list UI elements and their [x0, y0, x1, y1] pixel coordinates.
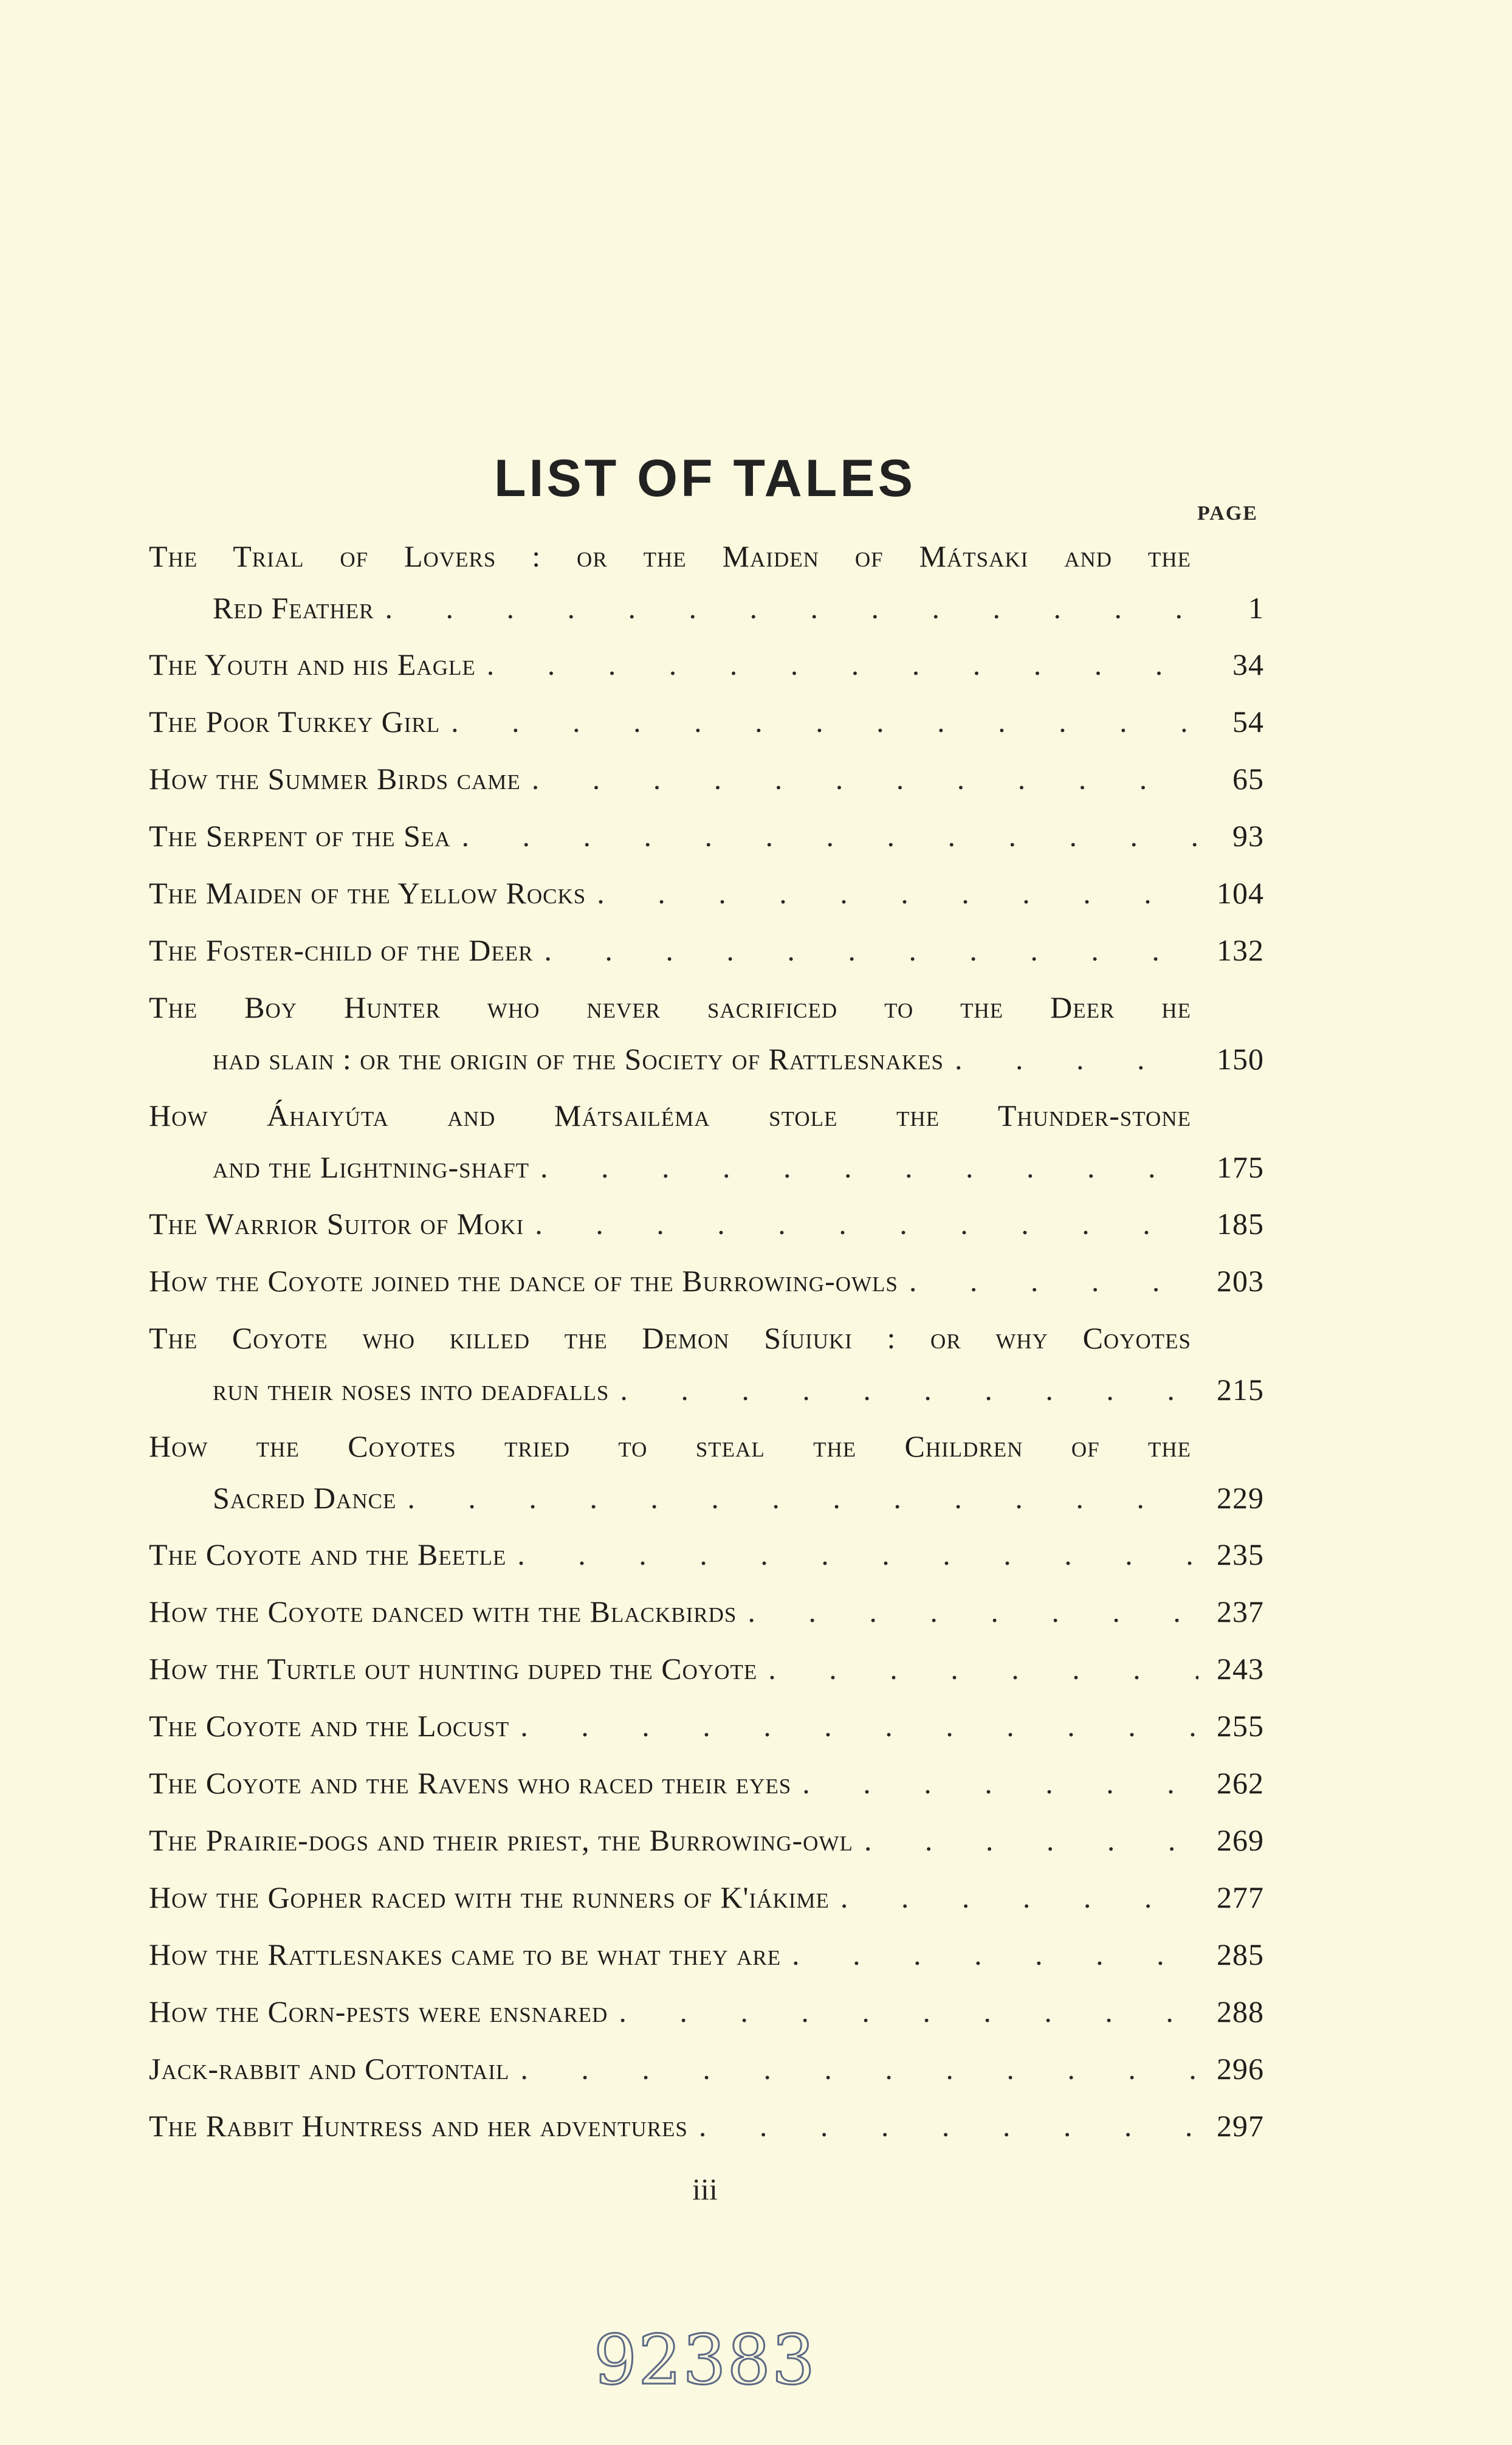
table-of-contents — [149, 530, 1264, 2157]
toc-entry-page-number: 297 — [1217, 2109, 1264, 2143]
toc-entry-line — [149, 753, 1264, 805]
toc-entry-line — [149, 1312, 1264, 1364]
toc-entry — [149, 1089, 1264, 1193]
page-title: LIST OF TALES — [493, 449, 916, 508]
toc-entry-title: How the Coyotes tried to steal the Children of the — [149, 1429, 1191, 1463]
toc-entry-page-number: 296 — [1217, 2052, 1264, 2086]
toc-entry-title: How the Summer Birds came — [149, 762, 521, 796]
toc-entry — [149, 753, 1264, 805]
toc-entry-page-number: 54 — [1232, 705, 1264, 739]
toc-entry-title: The Serpent of the Sea — [149, 819, 451, 853]
toc-entry-page-number: 132 — [1217, 933, 1264, 967]
toc-entry-continuation-line — [149, 1033, 1264, 1085]
dot-leader — [802, 1757, 1198, 1809]
toc-entry-line — [149, 1585, 1264, 1638]
toc-entry — [149, 1255, 1264, 1307]
toc-entry — [149, 530, 1264, 633]
toc-entry-page-number: 175 — [1217, 1150, 1264, 1184]
dot-leader — [620, 1364, 1198, 1415]
toc-entry-line — [149, 530, 1264, 582]
toc-entry-line — [149, 1928, 1264, 1981]
toc-entry-line — [149, 867, 1264, 919]
toc-entry — [149, 867, 1264, 919]
toc-entry-title: The Trial of Lovers : or the Maiden of Mátsaki and the — [149, 539, 1191, 573]
toc-entry-title: How the Coyote joined the dance of the Burrowing-owls — [149, 1264, 898, 1298]
toc-entry-title: The Poor Turkey Girl — [149, 705, 441, 739]
dot-leader — [385, 582, 1198, 633]
toc-entry-page-number: 185 — [1217, 1207, 1264, 1241]
toc-entry-title-continuation: Red Feather — [213, 591, 374, 625]
dot-leader — [532, 753, 1198, 805]
dot-leader — [747, 1585, 1198, 1638]
dot-leader — [955, 1033, 1198, 1085]
toc-entry-page-number: 1 — [1248, 591, 1264, 625]
toc-entry-title-continuation: Sacred Dance — [213, 1481, 397, 1515]
toc-entry-title: The Foster-child of the Deer — [149, 933, 534, 967]
toc-entry — [149, 1700, 1264, 1752]
toc-entry-line — [149, 1420, 1264, 1472]
toc-entry-line — [149, 1871, 1264, 1923]
toc-entry-title: How the Coyote danced with the Blackbirds — [149, 1595, 737, 1629]
dot-leader — [544, 924, 1198, 976]
toc-entry — [149, 1312, 1264, 1415]
toc-entry-page-number: 235 — [1217, 1537, 1264, 1571]
dot-leader — [461, 810, 1198, 862]
dot-leader — [768, 1643, 1198, 1695]
toc-entry-continuation-line — [149, 1364, 1264, 1415]
toc-entry — [149, 2043, 1264, 2095]
page-folio: iii — [692, 2172, 718, 2206]
toc-entry — [149, 638, 1264, 691]
toc-entry-page-number: 65 — [1232, 762, 1264, 796]
toc-entry — [149, 2100, 1264, 2152]
toc-entry — [149, 1528, 1264, 1581]
toc-entry — [149, 1928, 1264, 1981]
toc-entry-title-continuation: and the Lightning-shaft — [213, 1150, 529, 1184]
dot-leader — [520, 1700, 1198, 1752]
toc-entry-continuation-line — [149, 1142, 1264, 1193]
toc-entry-line — [149, 695, 1264, 748]
toc-entry-line — [149, 2043, 1264, 2095]
toc-entry-page-number: 269 — [1217, 1823, 1264, 1857]
toc-entry-title: How the Gopher raced with the runners of K'iákime — [149, 1880, 830, 1914]
toc-entry-page-number: 34 — [1232, 647, 1264, 681]
toc-entry-title: The Rabbit Huntress and her adventures — [149, 2109, 688, 2143]
dot-leader — [840, 1871, 1198, 1923]
toc-entry — [149, 981, 1264, 1085]
toc-entry-continuation-line — [149, 582, 1264, 633]
toc-entry — [149, 1643, 1264, 1695]
toc-entry — [149, 924, 1264, 976]
toc-entry-title: The Boy Hunter who never sacrificed to the Deer he — [149, 990, 1191, 1024]
toc-entry-line — [149, 1255, 1264, 1307]
toc-entry — [149, 1985, 1264, 2038]
toc-entry-page-number: 255 — [1217, 1709, 1264, 1743]
library-stamp-number: 92383 — [593, 2321, 817, 2400]
toc-entry-page-number: 104 — [1217, 876, 1264, 910]
toc-entry-line — [149, 1643, 1264, 1695]
dot-leader — [535, 1198, 1198, 1250]
toc-entry-line — [149, 1814, 1264, 1866]
dot-leader — [540, 1142, 1198, 1193]
dot-leader — [864, 1814, 1198, 1866]
toc-entry-page-number: 203 — [1217, 1264, 1264, 1298]
dot-leader — [699, 2100, 1198, 2152]
toc-entry-title: The Maiden of the Yellow Rocks — [149, 876, 586, 910]
dot-leader — [792, 1928, 1198, 1981]
toc-entry-title: The Coyote who killed the Demon Síuiuki : or why Coyotes — [149, 1321, 1191, 1355]
toc-entry-title: How Áhaiyúta and Mátsailéma stole the Thunder-stone — [149, 1098, 1191, 1133]
toc-entry — [149, 1585, 1264, 1638]
toc-entry-title-continuation: run their noses into deadfalls — [213, 1373, 610, 1407]
toc-entry-page-number: 93 — [1232, 819, 1264, 853]
toc-entry-line — [149, 1089, 1264, 1142]
page-column-header: PAGE — [1197, 502, 1258, 525]
toc-entry-title: How the Corn-pests were ensnared — [149, 1995, 608, 2029]
toc-entry-page-number: 237 — [1217, 1595, 1264, 1629]
toc-entry-title: Jack-rabbit and Cottontail — [149, 2052, 510, 2086]
toc-entry-title: The Coyote and the Ravens who raced their eyes — [149, 1766, 792, 1800]
dot-leader — [487, 638, 1198, 691]
toc-entry-title: The Coyote and the Locust — [149, 1709, 510, 1743]
toc-entry — [149, 695, 1264, 748]
dot-leader — [520, 2043, 1198, 2095]
toc-entry-line — [149, 924, 1264, 976]
toc-entry — [149, 1420, 1264, 1523]
dot-leader — [451, 695, 1198, 748]
toc-entry-page-number: 285 — [1217, 1937, 1264, 1971]
dot-leader — [597, 867, 1198, 919]
toc-entry — [149, 1757, 1264, 1809]
toc-entry-title: How the Rattlesnakes came to be what they are — [149, 1937, 782, 1971]
toc-entry-line — [149, 2100, 1264, 2152]
dot-leader — [407, 1472, 1198, 1523]
toc-entry — [149, 1814, 1264, 1866]
toc-entry-continuation-line — [149, 1472, 1264, 1523]
toc-entry-line — [149, 1700, 1264, 1752]
toc-entry-line — [149, 1198, 1264, 1250]
toc-entry-page-number: 277 — [1217, 1880, 1264, 1914]
dot-leader — [619, 1985, 1198, 2038]
toc-entry-title: How the Turtle out hunting duped the Coyote — [149, 1652, 758, 1686]
toc-entry-line — [149, 1528, 1264, 1581]
toc-entry-title: The Warrior Suitor of Moki — [149, 1207, 524, 1241]
dot-leader — [909, 1255, 1198, 1307]
toc-entry-page-number: 150 — [1217, 1042, 1264, 1076]
toc-entry-page-number: 262 — [1217, 1766, 1264, 1800]
toc-entry-line — [149, 981, 1264, 1033]
toc-entry-page-number: 243 — [1217, 1652, 1264, 1686]
toc-entry — [149, 1198, 1264, 1250]
toc-entry-page-number: 229 — [1217, 1481, 1264, 1515]
toc-entry — [149, 1871, 1264, 1923]
toc-entry-page-number: 288 — [1217, 1995, 1264, 2029]
toc-entry-title-continuation: had slain : or the origin of the Society of Rattlesnakes — [213, 1042, 944, 1076]
toc-entry-line — [149, 1757, 1264, 1809]
toc-entry-title: The Prairie-dogs and their priest, the Burrowing-owl — [149, 1823, 853, 1857]
toc-entry-line — [149, 638, 1264, 691]
toc-entry-title: The Youth and his Eagle — [149, 647, 476, 681]
toc-entry — [149, 810, 1264, 862]
toc-entry-line — [149, 1985, 1264, 2038]
toc-entry-page-number: 215 — [1217, 1373, 1264, 1407]
dot-leader — [517, 1528, 1198, 1581]
toc-entry-line — [149, 810, 1264, 862]
toc-entry-title: The Coyote and the Beetle — [149, 1537, 507, 1571]
